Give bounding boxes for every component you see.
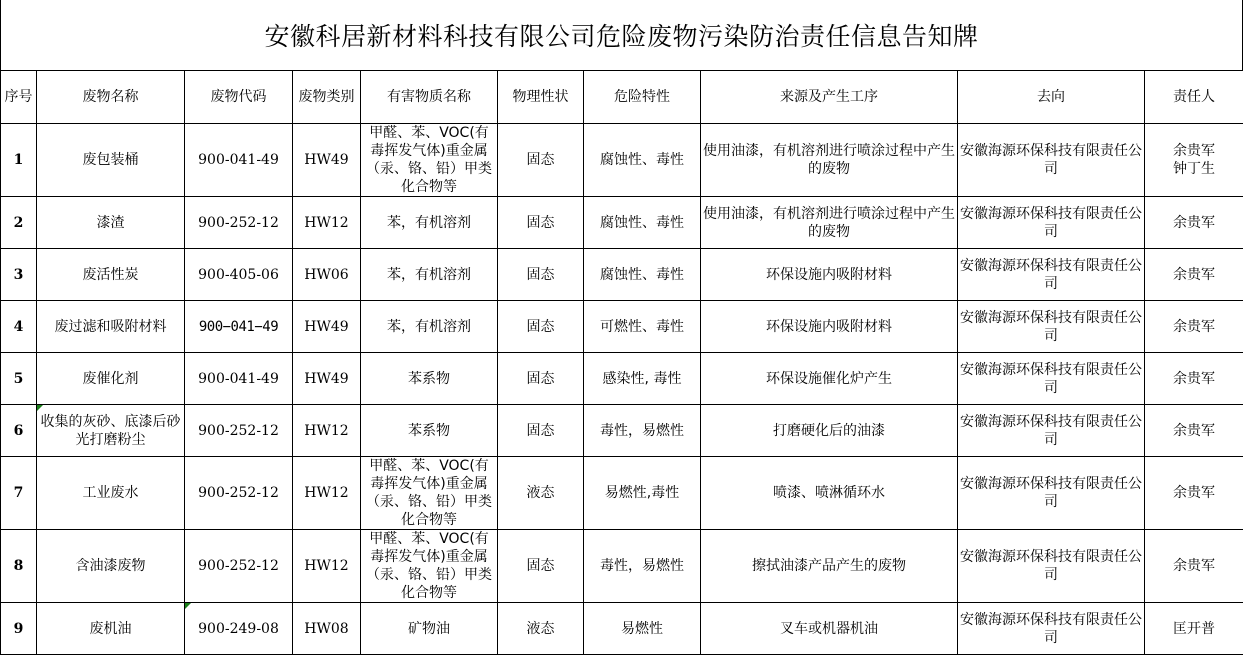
destination: 安徽海源环保科技有限责任公司: [958, 603, 1145, 655]
waste-code-text: 900-249-08: [198, 621, 279, 637]
row-number: 1: [1, 124, 37, 197]
responsible-person: 余贵军: [1145, 249, 1243, 301]
header-cell: 废物类别: [293, 71, 361, 124]
table-row: [1, 603, 1243, 655]
source-process: 擦拭油漆产品产生的废物: [701, 530, 958, 603]
source-process: 环保设施催化炉产生: [701, 353, 958, 405]
header-cell: 废物名称: [37, 71, 185, 124]
physical-state: 固态: [498, 353, 584, 405]
hazard-substance: 苯，有机溶剂: [361, 197, 498, 249]
row-number: 5: [1, 353, 37, 405]
source-process: 环保设施内吸附材料: [701, 249, 958, 301]
row-number: 2: [1, 197, 37, 249]
table-row: [1, 457, 1243, 530]
waste-code: 900-041-49: [185, 124, 293, 197]
responsible-person: 余贵军: [1145, 197, 1243, 249]
header-cell: 物理性状: [498, 71, 584, 124]
comment-marker-icon: [37, 405, 43, 411]
hazard-property: 易燃性,毒性: [584, 457, 701, 530]
waste-category: HW12: [293, 197, 361, 249]
physical-state: 固态: [498, 405, 584, 457]
waste-name: 含油漆废物: [37, 530, 185, 603]
waste-code: 900-405-06: [185, 249, 293, 301]
destination: 安徽海源环保科技有限责任公司: [958, 301, 1145, 353]
physical-state: 液态: [498, 603, 584, 655]
hazard-property: 毒性，易燃性: [584, 530, 701, 603]
destination: 安徽海源环保科技有限责任公司: [958, 530, 1145, 603]
header-cell: 废物代码: [185, 71, 293, 124]
row-number: 6: [1, 405, 37, 457]
waste-name: 工业废水: [37, 457, 185, 530]
waste-name: 废包装桶: [37, 124, 185, 197]
source-process: 打磨硬化后的油漆: [701, 405, 958, 457]
hazard-substance: 苯，有机溶剂: [361, 301, 498, 353]
waste-name-text: 收集的灰砂、底漆后砂光打磨粉尘: [41, 414, 181, 448]
waste-category: HW12: [293, 457, 361, 530]
waste-category: HW06: [293, 249, 361, 301]
row-number: 3: [1, 249, 37, 301]
waste-table: [0, 70, 1243, 655]
header-cell: 来源及产生工序: [701, 71, 958, 124]
row-number: 7: [1, 457, 37, 530]
hazard-substance: 苯，有机溶剂: [361, 249, 498, 301]
hazard-substance: 甲醛、苯、VOC(有毒挥发气体)重金属（汞、铬、铅）甲类化合物等: [361, 124, 498, 197]
waste-name: 废催化剂: [37, 353, 185, 405]
waste-name: 废机油: [37, 603, 185, 655]
waste-category: HW12: [293, 405, 361, 457]
responsible-person: 余贵军: [1145, 405, 1243, 457]
row-number: 4: [1, 301, 37, 353]
destination: 安徽海源环保科技有限责任公司: [958, 197, 1145, 249]
hazard-property: 毒性，易燃性: [584, 405, 701, 457]
physical-state: 固态: [498, 197, 584, 249]
source-process: 使用油漆，有机溶剂进行喷涂过程中产生的废物: [701, 124, 958, 197]
table-row: [1, 301, 1243, 353]
waste-code: 900-252-12: [185, 405, 293, 457]
destination: 安徽海源环保科技有限责任公司: [958, 124, 1145, 197]
responsible-person: 余贵军: [1145, 353, 1243, 405]
waste-code: 900-041-49: [185, 353, 293, 405]
hazard-substance: 苯系物: [361, 405, 498, 457]
source-process: 环保设施内吸附材料: [701, 301, 958, 353]
responsible-person: 匡开普: [1145, 603, 1243, 655]
waste-code: [185, 603, 293, 655]
responsible-person: 余贵军 钟丁生: [1145, 124, 1243, 197]
waste-code: 900-252-12: [185, 457, 293, 530]
destination: 安徽海源环保科技有限责任公司: [958, 249, 1145, 301]
waste-name: 废活性炭: [37, 249, 185, 301]
hazard-substance: 矿物油: [361, 603, 498, 655]
hazard-property: 腐蚀性、毒性: [584, 249, 701, 301]
table-row: [1, 530, 1243, 603]
source-process: 叉车或机器机油: [701, 603, 958, 655]
table-row: [1, 249, 1243, 301]
physical-state: 液态: [498, 457, 584, 530]
table-row: [1, 353, 1243, 405]
sheet-title: 安徽科居新材料科技有限公司危险废物污染防治责任信息告知牌: [0, 0, 1243, 71]
waste-category: HW08: [293, 603, 361, 655]
physical-state: 固态: [498, 249, 584, 301]
table-header-row: [1, 71, 1243, 124]
destination: 安徽海源环保科技有限责任公司: [958, 405, 1145, 457]
hazard-substance: 甲醛、苯、VOC(有毒挥发气体)重金属（汞、铬、铅）甲类化合物等: [361, 530, 498, 603]
hazard-property: 易燃性: [584, 603, 701, 655]
hazard-property: 腐蚀性、毒性: [584, 124, 701, 197]
hazard-substance: 苯系物: [361, 353, 498, 405]
responsible-person: 余贵军: [1145, 530, 1243, 603]
destination: 安徽海源环保科技有限责任公司: [958, 353, 1145, 405]
hazard-substance: 甲醛、苯、VOC(有毒挥发气体)重金属（汞、铬、铅）甲类化合物等: [361, 457, 498, 530]
responsible-person: 余贵军: [1145, 457, 1243, 530]
physical-state: 固态: [498, 301, 584, 353]
waste-code: 900−041−49: [185, 301, 293, 353]
waste-name: 漆渣: [37, 197, 185, 249]
hazard-property: 腐蚀性、毒性: [584, 197, 701, 249]
header-cell: 有害物质名称: [361, 71, 498, 124]
header-cell: 去向: [958, 71, 1145, 124]
responsible-person: 余贵军: [1145, 301, 1243, 353]
waste-code: 900-252-12: [185, 530, 293, 603]
table-row: [1, 197, 1243, 249]
source-process: 使用油漆，有机溶剂进行喷涂过程中产生的废物: [701, 197, 958, 249]
waste-category: HW49: [293, 124, 361, 197]
table-row: [1, 124, 1243, 197]
waste-code: 900-252-12: [185, 197, 293, 249]
physical-state: 固态: [498, 124, 584, 197]
table-row: [1, 405, 1243, 457]
comment-marker-icon: [185, 603, 191, 609]
row-number: 8: [1, 530, 37, 603]
header-cell: 危险特性: [584, 71, 701, 124]
header-cell: 序号: [1, 71, 37, 124]
waste-name: 废过滤和吸附材料: [37, 301, 185, 353]
row-number: 9: [1, 603, 37, 655]
header-cell: 责任人: [1145, 71, 1243, 124]
waste-category: HW49: [293, 353, 361, 405]
waste-name: [37, 405, 185, 457]
source-process: 喷漆、喷淋循环水: [701, 457, 958, 530]
physical-state: 固态: [498, 530, 584, 603]
waste-category: HW12: [293, 530, 361, 603]
waste-category: HW49: [293, 301, 361, 353]
destination: 安徽海源环保科技有限责任公司: [958, 457, 1145, 530]
hazard-property: 感染性, 毒性: [584, 353, 701, 405]
hazard-property: 可燃性、毒性: [584, 301, 701, 353]
